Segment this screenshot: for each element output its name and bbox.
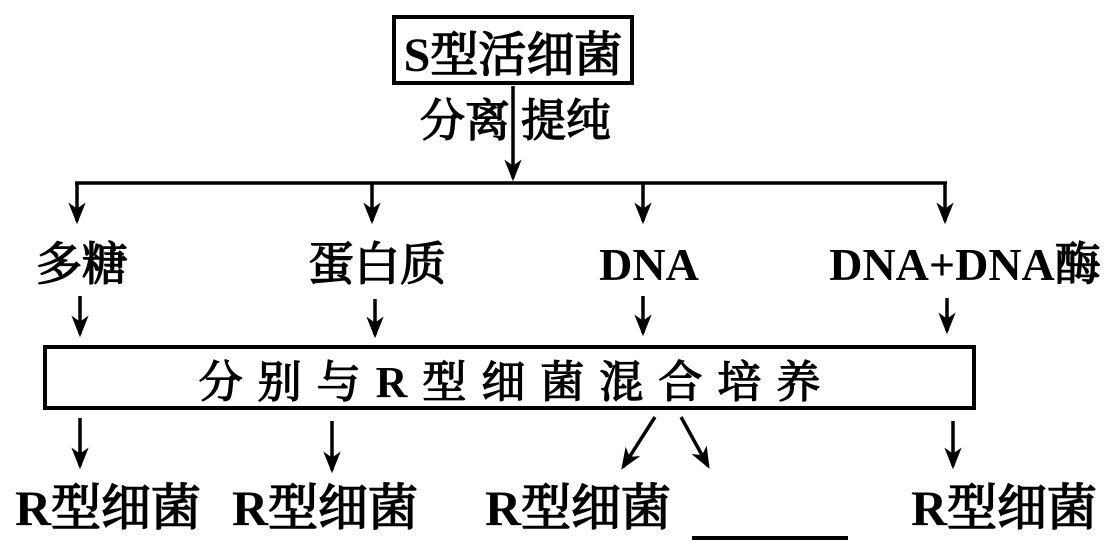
result-4-label: R型细菌 [910,480,1098,536]
source-box-label: S型活细菌 [403,28,623,82]
extract-protein-label: 蛋白质 [308,239,446,290]
mix-culture-box-label: 分别与R型细菌混合培养 [198,357,836,407]
purification-label: 提纯 [521,96,612,146]
result-3-label: R型细菌 [484,480,672,536]
source-box [392,15,634,85]
extract-polysaccharide-label: 多糖 [36,239,128,290]
separation-label: 分离 [420,96,511,146]
extract-dna-label: DNA [599,239,699,290]
result-2-label: R型细菌 [231,480,419,536]
blank-answer-line [692,514,848,540]
arrow-mix-to-blank [681,417,708,466]
arrow-mix-to-result-3 [623,417,655,467]
result-1-label: R型细菌 [14,480,202,536]
mix-culture-box [43,345,976,410]
extract-dna-dnase-label: DNA+DNA酶 [829,239,1101,290]
